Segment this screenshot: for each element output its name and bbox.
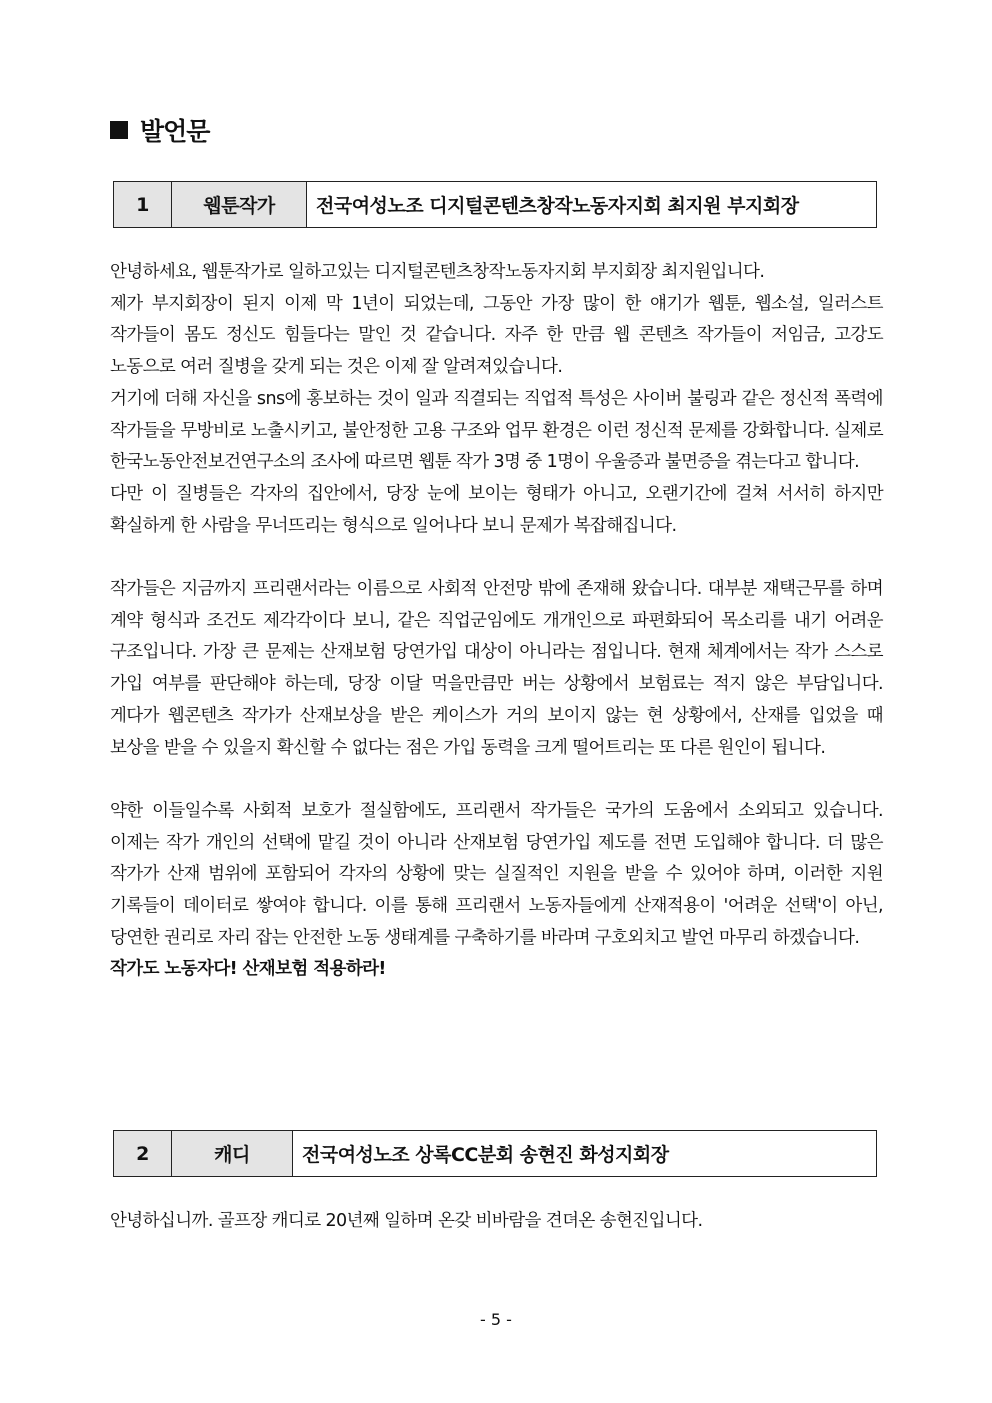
speaker-job: 웹툰작가	[172, 182, 307, 227]
speaker-number: 1	[114, 182, 172, 227]
paragraph: 제가 부지회장이 된지 이제 막 1년이 되었는데, 그동안 가장 많이 한 얘기가 웹툰, 웹소설, 일러스트 작가들이 몸도 정신도 힘들다는 말인 것 같습니다. 자주 한 만큼 웹 콘텐츠 작가들이 저임금, 고강도 노동으로 여러 질병을 갖게 되는 것은 이제 잘 알려져있습니다.	[110, 293, 883, 378]
slogan: 작가도 노동자다! 산재보험 적용하라!	[110, 959, 386, 980]
speaker-number: 2	[114, 1131, 172, 1176]
speaker-name: 전국여성노조 상록CC분회 송현진 화성지회장	[302, 1144, 669, 1166]
paragraph: 거기에 더해 자신을 sns에 홍보하는 것이 일과 직결되는 직업적 특성은 사이버 불링과 같은 정신적 폭력에 작가들을 무방비로 노출시키고, 불안정한 고용 구조와 업무 환경은 이런 정신적 문제를 강화합니다. 실제로 한국노동안전보건연구소의 조사에 따르면 웹툰 작가 3명 중 1명이 우울증과 불면증을 겪는다고 합니다.	[110, 388, 883, 473]
page-number: - 5 -	[480, 1310, 512, 1329]
speaker-job: 캐디	[172, 1131, 293, 1176]
speech-body-2	[110, 1206, 883, 1238]
paragraph: 안녕하십니까. 골프장 캐디로 20년째 일하며 온갖 비바람을 견뎌온 송현진입니다.	[110, 1211, 703, 1231]
speaker-header-2	[113, 1130, 877, 1177]
paragraph: 작가들은 지금까지 프리랜서라는 이름으로 사회적 안전망 밖에 존재해 왔습니다. 대부분 재택근무를 하며 계약 형식과 조건도 제각각이다 보니, 같은 직업군임에도 개개인으로 파편화되어 목소리를 내기 어려운 구조입니다. 가장 큰 문제는 산재보험 당연가입 대상이 아니라는 점입니다. 현재 체계에서는 작가 스스로 가입 여부를 판단해야 하는데, 당장 이달 먹을만큼만 버는 상황에서 보험료는 적지 않은 부담입니다. 게다가 웹콘텐츠 작가가 산재보상을 받은 케이스가 거의 보이지 않는 현 상황에서, 산재를 입었을 때 보상을 받을 수 있을지 확신할 수 없다는 점은 가입 동력을 크게 떨어트리는 또 다른 원인이 됩니다.	[110, 579, 883, 758]
speaker-name: 전국여성노조 디지털콘텐츠창작노동자지회 최지원 부지회장	[316, 195, 799, 217]
paragraph: 다만 이 질병들은 각자의 집안에서, 당장 눈에 보이는 형태가 아니고, 오랜기간에 걸쳐 서서히 하지만 확실하게 한 사람을 무너뜨리는 형식으로 일어나다 보니 문제가 복잡해집니다.	[110, 483, 883, 536]
speech-body-1	[110, 257, 883, 986]
section-title	[110, 112, 209, 148]
paragraph: 안녕하세요, 웹툰작가로 일하고있는 디지털콘텐츠창작노동자지회 부지회장 최지원입니다.	[110, 262, 765, 282]
black-square-icon	[110, 121, 128, 139]
section-title-text: 발언문	[140, 117, 210, 146]
paragraph-gap	[110, 542, 883, 574]
paragraph: 약한 이들일수록 사회적 보호가 절실함에도, 프리랜서 작가들은 국가의 도움에서 소외되고 있습니다. 이제는 작가 개인의 선택에 맡길 것이 아니라 산재보험 당연가입 제도를 전면 도입해야 합니다. 더 많은 작가가 산재 범위에 포함되어 각자의 상황에 맞는 실질적인 지원을 받을 수 있어야 하며, 이러한 지원 기록들이 데이터로 쌓여야 합니다. 이를 통해 프리랜서 노동자들에게 산재적용이 '어려운 선택'이 아닌, 당연한 권리로 자리 잡는 안전한 노동 생태계를 구축하기를 바라며 구호외치고 발언 마무리 하겠습니다.	[110, 800, 883, 948]
speaker-header-1	[113, 181, 877, 228]
paragraph-gap	[110, 764, 883, 796]
